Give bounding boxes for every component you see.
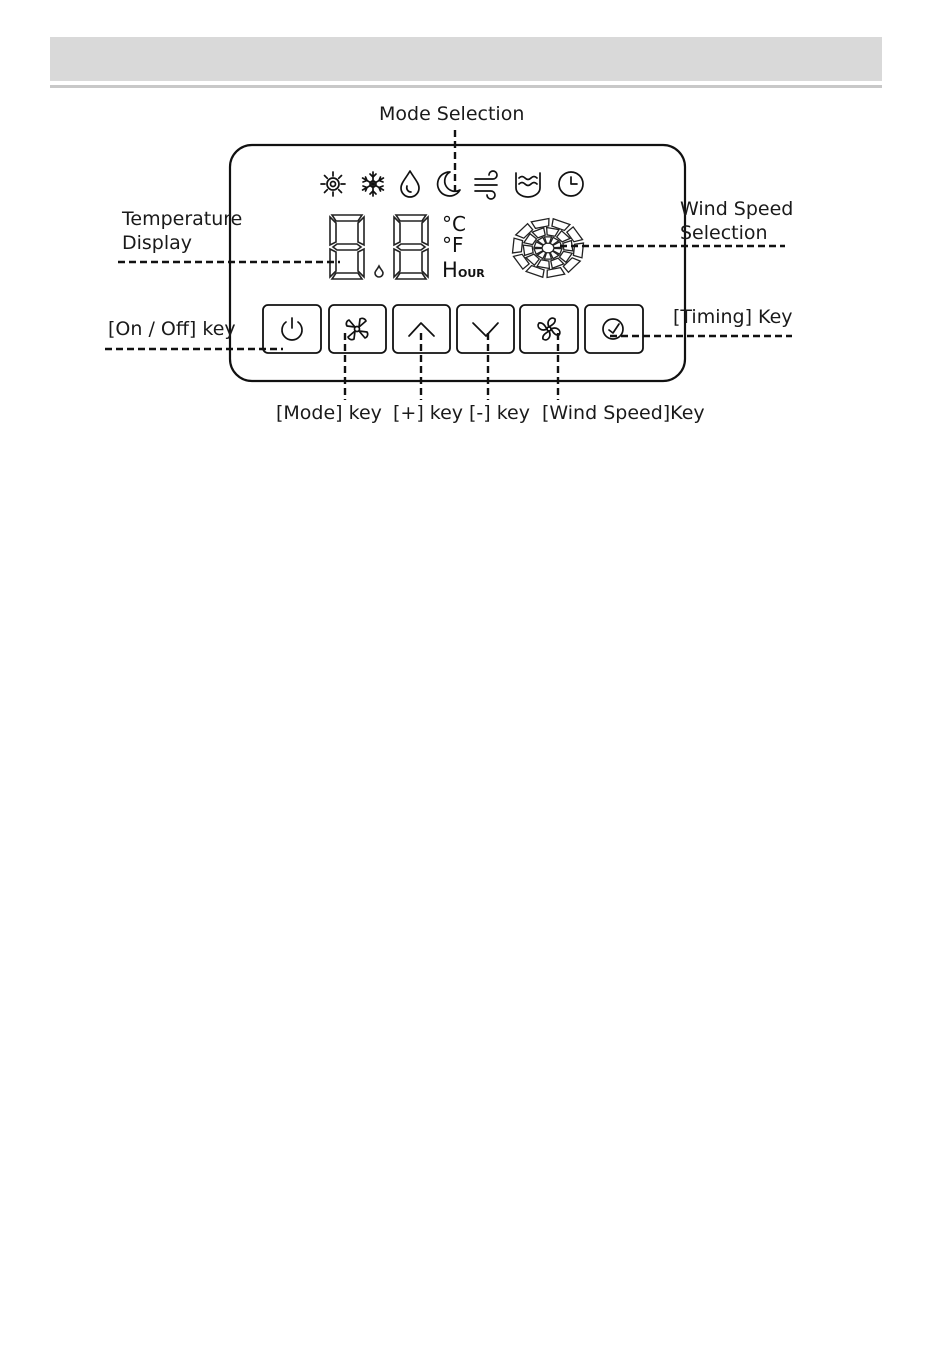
water-drop-icon	[401, 171, 419, 197]
wind-speed-segment	[513, 238, 523, 253]
keys-row	[263, 305, 643, 353]
snowflake-icon	[363, 172, 384, 196]
minus-key-label: [-] key	[469, 402, 530, 424]
timing-key-label: [Timing] Key	[673, 306, 793, 328]
unit-fahrenheit: °F	[442, 233, 464, 257]
wind-speed-selection-label-line2: Selection	[680, 222, 768, 244]
wind-speed-segment	[547, 268, 565, 278]
wind-speed-segment	[563, 258, 580, 272]
sun-icon	[321, 172, 345, 196]
on-off-key[interactable]	[263, 305, 321, 353]
moon-icon	[438, 172, 460, 196]
wind-speed-segment	[547, 228, 559, 237]
wind-speed-segment	[553, 248, 562, 254]
wind-speed-key-label: [Wind Speed]Key	[542, 402, 705, 424]
wind-speed-segment	[567, 227, 583, 242]
digit-1	[330, 215, 364, 279]
temperature-digits	[330, 215, 428, 279]
unit-hour-initial: H	[442, 258, 458, 282]
mode-icons-row	[321, 171, 583, 199]
mode-selection-label: Mode Selection	[379, 103, 525, 125]
temperature-display-label-line1: Temperature	[122, 208, 243, 230]
mode-key[interactable]	[329, 305, 386, 353]
on-off-key-label: [On / Off] key	[108, 318, 236, 340]
wind-speed-segment	[531, 218, 549, 228]
humidity-waves-icon	[516, 173, 540, 197]
wind-speed-segment	[534, 242, 543, 248]
unit-hour-rest: OUR	[458, 267, 485, 280]
digit-2	[394, 215, 428, 279]
wind-speed-indicator	[513, 218, 584, 277]
wind-speed-segment	[513, 254, 529, 269]
temperature-display-label-line2: Display	[122, 232, 193, 254]
mode-key-label: [Mode] key	[276, 402, 382, 424]
unit-celsius: °C	[442, 212, 466, 236]
plus-key-label: [+] key	[393, 402, 464, 424]
wind-speed-segment	[537, 260, 549, 269]
wind-speed-segment	[534, 248, 543, 254]
decimal-drop	[375, 266, 383, 277]
minus-key[interactable]	[457, 305, 514, 353]
timing-key[interactable]	[585, 305, 643, 353]
wind-speed-segment	[523, 245, 533, 255]
wind-speed-segment	[516, 224, 533, 238]
clock-icon	[559, 172, 583, 196]
wind-speed-key[interactable]	[520, 305, 578, 353]
wind-speed-selection-label-line1: Wind Speed	[680, 198, 794, 220]
wind-icon	[475, 171, 497, 199]
